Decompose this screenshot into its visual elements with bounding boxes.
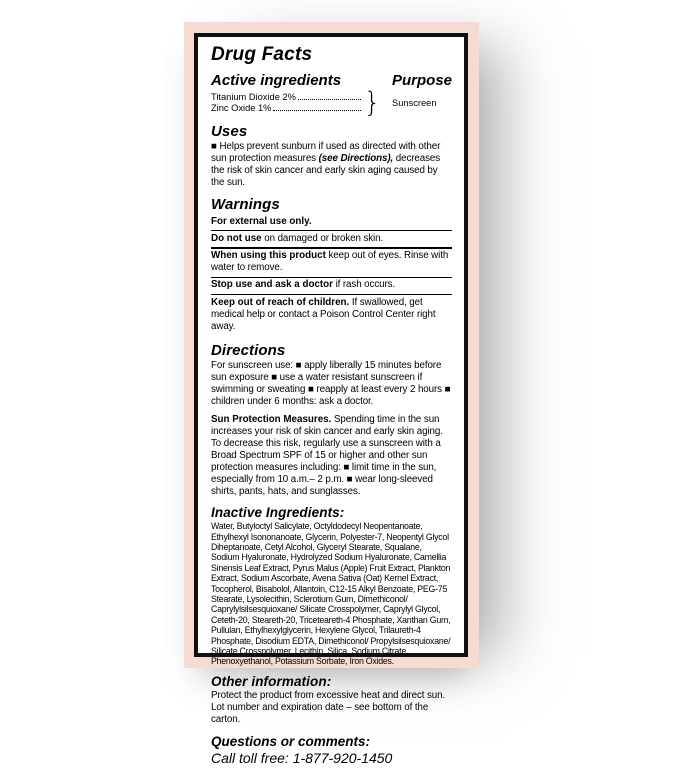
ingredient-name: Titanium Dioxide 2% [211, 91, 296, 102]
ingredient-row [211, 92, 363, 104]
toll-free-phone-line: Call toll free: 1-877-920-1450 [211, 749, 393, 766]
sun-protection-rest: Spending time in the sun increases your risk of skin cancer and early skin aging. To decrease this risk, regularly use a sunscreen with a Broad Spectrum SPF of 15 or higher and other sun protection measures including: ■ limit time in the sun, especially from 10 a.m.– 2 p.m. ■ wear long-sleeved shirts, pants, hats, and sunglasses. [211, 414, 443, 498]
sun-protection-lead: Sun Protection Measures. [211, 414, 332, 426]
warning-rest: keep out of eyes. Rinse with water to remove. [211, 250, 449, 274]
warnings-heading: Warnings [211, 196, 280, 213]
directions-heading: Directions [211, 342, 286, 360]
dot-leader [298, 99, 361, 100]
other-information-section [211, 671, 452, 730]
uses-text-before: ■ Helps prevent sunburn if used as directed with other sun protection measures [211, 141, 441, 164]
purpose-heading: Purpose [391, 72, 452, 89]
drug-facts-title: Drug Facts [211, 44, 313, 65]
warning-row [211, 295, 452, 335]
dot-leader [273, 110, 361, 111]
uses-heading: Uses [211, 123, 248, 140]
directions-section [211, 339, 452, 412]
active-ingredients-header-row [211, 70, 452, 90]
active-ingredients-rows [211, 87, 452, 120]
uses-section [211, 120, 452, 193]
other-information-text: Protect the product from excessive heat and direct sun. Lot number and expiration date – see bottom of the carton. [211, 689, 446, 725]
uses-text-bold: (see Directions), [318, 153, 394, 164]
uses-text [211, 141, 452, 189]
sun-protection-section [211, 412, 452, 502]
warning-rest: if rash occurs. [332, 279, 396, 291]
warning-row [211, 278, 452, 294]
warning-lead: Stop use and ask a doctor [211, 279, 333, 291]
ingredient-name: Zinc Oxide 1% [211, 103, 272, 113]
carton-side-panel [184, 22, 479, 766]
warning-lead: For external use only. [211, 215, 312, 227]
ingredient-row [211, 103, 363, 115]
warning-lead: Keep out of reach of children. [211, 296, 350, 308]
directions-text: For sunscreen use: ■ apply liberally 15 minutes before sun exposure ■ use a water resistant sunscreen if swimming or sweating ■ reapply at least every 2 hours ■ children under 6 months: ask a doctor. [211, 360, 451, 408]
inactive-ingredients-heading: Inactive Ingredients: [211, 505, 345, 521]
warning-lead: Do not use [211, 232, 262, 244]
sun-protection-text [211, 414, 452, 498]
uses-text-after: decreases the risk of skin cancer and early skin aging caused by the sun. [211, 153, 441, 188]
warning-rest: If swallowed, get medical help or contact a Poison Control Center right away. [211, 296, 436, 332]
inactive-ingredients-text: Water, Butyloctyl Salicylate, Octyldodecyl Neopentanoate, Ethylhexyl Isononanoate, Glycerin, Polyester-7, Neopentyl Glycol Diheptanoate, Cetyl Alcohol, Glyceryl Stearate, Squalane, Sodium Hyaluronate, Hydrolyzed Sodium Hyaluronate, Camellia Sinensis Leaf Extract, Pyrus Malus (Apple) Fruit Extract, Plankton Extract, Sodium Ascorbate, Avena Sativa (Oat) Kernel Extract, Tocopherol, Bisabolol, Allantoin, C12-15 Alkyl Benzoate, PEG-75 Stearate, Lysolecithin, Sclerotium Gum, Dimethiconol/ Caprylylsilsesquioxane/ Silicate Crosspolymer, Caprylyl Glycol, Ceteth-20, Steareth-20, Triceteareth-4 Phosphate, Xanthan Gum, Pullulan, Ethylhexylglycerin, Hexylene Glycol, Trilaureth-4 Phosphate, Disodium EDTA, Dimethiconol/ Propylsilsesquioxane/ Silicate Crosspolymer, Lecithin, Silica, Sodium Citrate, Phenoxyethanol, Potassium Sorbate, Iron Oxides. [211, 521, 451, 667]
warnings-section [211, 193, 452, 339]
warning-rest: on damaged or broken skin. [261, 232, 384, 244]
warning-lead: When using this product [211, 250, 326, 262]
other-information-heading: Other information: [211, 673, 332, 689]
brace-glyph: } [364, 87, 381, 119]
inactive-ingredients-section [211, 502, 452, 671]
purpose-value: Sunscreen [392, 98, 437, 108]
questions-section [211, 730, 452, 770]
drug-facts-panel [194, 33, 468, 766]
warning-row [211, 231, 452, 247]
warning-row [211, 249, 452, 277]
questions-heading: Questions or comments: [211, 733, 371, 749]
warning-row [211, 214, 452, 230]
ingredient-names [211, 92, 363, 115]
active-ingredients-heading: Active ingredients [211, 72, 342, 89]
